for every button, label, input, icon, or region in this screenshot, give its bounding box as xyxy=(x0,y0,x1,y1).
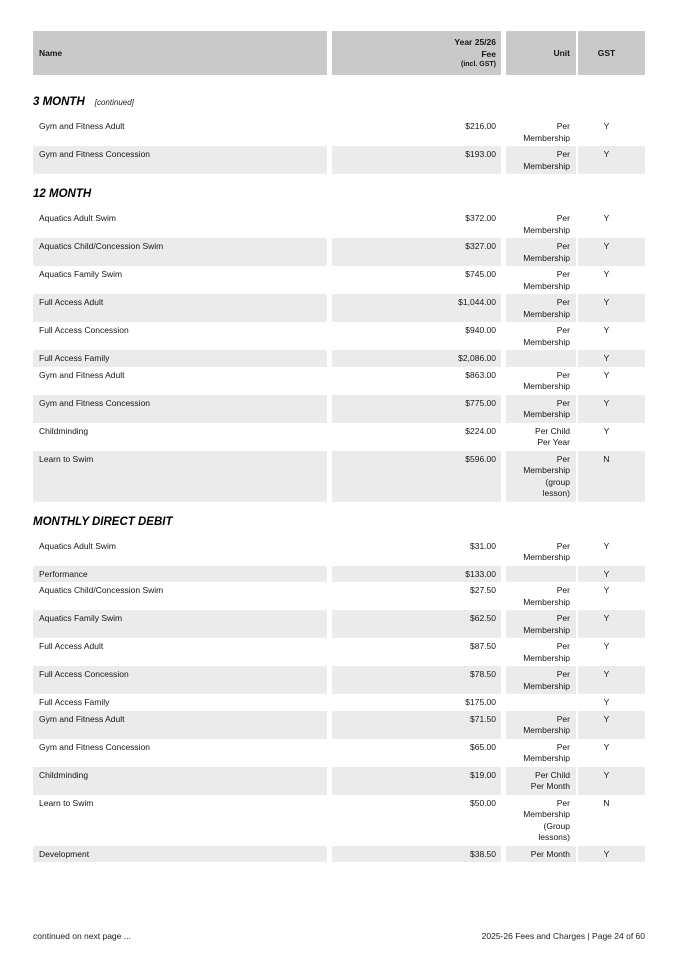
table-row xyxy=(33,395,645,423)
row-fee-cell: $133.00 xyxy=(332,566,501,583)
unit-line: Per xyxy=(556,297,570,307)
unit-line: Per xyxy=(556,613,570,623)
row-unit-cell xyxy=(506,694,576,711)
table-row xyxy=(33,566,645,583)
unit-line: Per Year xyxy=(537,437,570,447)
fee-sections-container xyxy=(33,96,645,862)
row-gst-cell: Y xyxy=(578,610,645,638)
unit-line: Membership xyxy=(523,280,570,291)
row-name-cell: Learn to Swim xyxy=(39,797,94,808)
row-fee-cell: $224.00 xyxy=(465,425,496,436)
row-gst-cell: N xyxy=(578,451,645,502)
row-unit-cell xyxy=(506,451,576,502)
unit-line: Per xyxy=(556,540,570,551)
row-unit-cell xyxy=(506,538,576,566)
section-title xyxy=(33,516,645,529)
row-unit-cell xyxy=(506,795,576,846)
unit-line: Membership xyxy=(523,680,570,691)
fee-header-line-3: (incl. GST) xyxy=(461,61,496,68)
table-row xyxy=(33,610,645,638)
unit-line: Per xyxy=(556,453,570,464)
table-row xyxy=(33,451,645,502)
unit-line: Membership xyxy=(523,336,570,347)
column-header-fee xyxy=(332,31,501,75)
unit-line: Membership xyxy=(523,596,570,607)
unit-line: lessons) xyxy=(538,832,570,842)
row-fee-cell: $775.00 xyxy=(332,395,501,423)
row-fee-cell: $27.50 xyxy=(470,585,496,595)
row-name-cell: Aquatics Adult Swim xyxy=(39,540,117,551)
table-row xyxy=(33,582,645,610)
footer-page-number: 2025-26 Fees and Charges | Page 24 of 60 xyxy=(481,931,645,941)
section-title-text: 3 MONTH xyxy=(33,96,85,108)
unit-line: Membership xyxy=(523,252,570,263)
table-row xyxy=(33,238,645,266)
row-fee-cell: $863.00 xyxy=(465,369,496,380)
row-unit-cell xyxy=(506,846,576,863)
row-name-cell: Full Access Adult xyxy=(39,641,104,651)
row-fee-cell: $19.00 xyxy=(332,767,501,795)
unit-line: Per xyxy=(556,325,570,335)
table-row xyxy=(33,210,645,238)
table-row xyxy=(33,294,645,322)
row-name-cell: Gym and Fitness Concession xyxy=(33,146,327,174)
row-name-cell: Gym and Fitness Concession xyxy=(33,395,327,423)
row-unit-cell xyxy=(506,210,576,238)
row-fee-cell: $87.50 xyxy=(470,641,496,651)
row-gst-cell: Y xyxy=(603,121,610,131)
row-gst-cell: Y xyxy=(603,741,610,752)
row-gst-cell: Y xyxy=(603,369,610,380)
fee-section xyxy=(33,96,645,174)
row-gst-cell: Y xyxy=(578,146,645,174)
row-gst-cell: Y xyxy=(603,213,610,223)
row-gst-cell: Y xyxy=(578,350,645,367)
unit-line: Per xyxy=(556,585,570,595)
table-row xyxy=(33,423,645,451)
row-fee-cell: $50.00 xyxy=(470,797,496,808)
page-footer xyxy=(33,930,645,942)
row-unit-cell xyxy=(506,322,576,350)
row-unit-cell xyxy=(506,638,576,666)
fee-section xyxy=(33,516,645,863)
row-name-cell: Learn to Swim xyxy=(33,451,327,502)
row-gst-cell: Y xyxy=(603,540,610,551)
row-unit-cell xyxy=(506,367,576,395)
column-header-name xyxy=(33,31,327,75)
row-gst-cell: Y xyxy=(578,666,645,694)
unit-line: Membership xyxy=(523,308,570,319)
row-fee-cell: $940.00 xyxy=(465,325,496,335)
table-row xyxy=(33,350,645,367)
row-name-cell: Full Access Concession xyxy=(39,325,129,335)
row-fee-cell: $78.50 xyxy=(332,666,501,694)
column-header-unit-label: Unit xyxy=(553,47,570,58)
row-name-cell: Development xyxy=(33,846,327,863)
unit-line: lesson) xyxy=(542,488,570,498)
row-fee-cell: $175.00 xyxy=(465,697,496,707)
row-unit-cell xyxy=(506,582,576,610)
row-name-cell: Childminding xyxy=(33,767,327,795)
table-row xyxy=(33,538,645,566)
column-header-name-label: Name xyxy=(39,47,63,58)
table-row xyxy=(33,711,645,739)
row-unit-cell xyxy=(506,610,576,638)
unit-line: Per Child xyxy=(535,425,570,436)
section-rows xyxy=(33,118,645,174)
row-name-cell: Aquatics Child/Concession Swim xyxy=(33,238,327,266)
row-unit-cell xyxy=(506,423,576,451)
row-name-cell: Aquatics Family Swim xyxy=(33,610,327,638)
row-unit-cell xyxy=(506,739,576,767)
row-fee-cell: $31.00 xyxy=(470,540,496,551)
table-row xyxy=(33,666,645,694)
unit-line: Membership xyxy=(523,381,570,391)
row-name-cell: Gym and Fitness Adult xyxy=(39,369,125,380)
row-unit-cell xyxy=(506,266,576,294)
row-fee-cell: $71.50 xyxy=(332,711,501,739)
row-name-cell: Aquatics Family Swim xyxy=(39,269,123,279)
row-name-cell: Performance xyxy=(33,566,327,583)
fee-header-line-1: Year 25/26 xyxy=(454,37,496,47)
unit-line: Per xyxy=(556,741,570,752)
row-fee-cell: $372.00 xyxy=(465,213,496,223)
row-fee-cell: $1,044.00 xyxy=(332,294,501,322)
row-unit-cell xyxy=(506,666,576,694)
row-gst-cell: Y xyxy=(603,697,610,707)
unit-line: Per xyxy=(556,797,570,808)
column-header-gst-label: GST xyxy=(597,47,616,58)
row-gst-cell: Y xyxy=(578,767,645,795)
row-unit-cell xyxy=(506,767,576,795)
row-fee-cell: $596.00 xyxy=(332,451,501,502)
unit-line: Per xyxy=(556,641,570,651)
row-unit-cell xyxy=(506,118,576,146)
row-name-cell: Full Access Family xyxy=(33,350,327,367)
table-row xyxy=(33,638,645,666)
row-fee-cell: $193.00 xyxy=(332,146,501,174)
unit-line: Per xyxy=(556,713,570,724)
unit-line: Membership xyxy=(523,809,570,819)
table-row xyxy=(33,846,645,863)
row-name-cell: Gym and Fitness Adult xyxy=(33,711,327,739)
unit-line: Membership xyxy=(523,224,570,235)
fee-section xyxy=(33,188,645,502)
table-row xyxy=(33,795,645,846)
column-header-unit xyxy=(506,31,576,75)
row-gst-cell: Y xyxy=(578,238,645,266)
row-name-cell: Gym and Fitness Adult xyxy=(39,121,125,131)
unit-line: Per xyxy=(556,121,570,131)
unit-line: Per Month xyxy=(530,781,570,791)
row-name-cell: Aquatics Adult Swim xyxy=(39,213,117,223)
row-gst-cell: Y xyxy=(578,846,645,863)
table-row xyxy=(33,322,645,350)
row-gst-cell: Y xyxy=(578,566,645,583)
unit-line: Per xyxy=(556,269,570,279)
row-gst-cell: Y xyxy=(578,711,645,739)
table-row xyxy=(33,146,645,174)
section-rows xyxy=(33,538,645,863)
unit-line: Per xyxy=(556,369,570,380)
section-title xyxy=(33,96,645,109)
column-header-gst xyxy=(578,31,645,75)
unit-line: Membership xyxy=(523,465,570,475)
table-row xyxy=(33,767,645,795)
unit-line: Per Child xyxy=(535,769,570,780)
table-row xyxy=(33,367,645,395)
unit-line: Membership xyxy=(523,409,570,419)
row-gst-cell: Y xyxy=(603,425,610,436)
table-row xyxy=(33,694,645,711)
row-gst-cell: Y xyxy=(578,294,645,322)
unit-line: Per xyxy=(556,149,570,159)
row-gst-cell: Y xyxy=(603,585,610,595)
row-name-cell: Aquatics Child/Concession Swim xyxy=(39,585,164,595)
unit-line: Membership xyxy=(523,725,570,735)
row-gst-cell: N xyxy=(603,797,610,808)
row-fee-cell: $38.50 xyxy=(332,846,501,863)
row-fee-cell: $216.00 xyxy=(465,121,496,131)
row-gst-cell: Y xyxy=(603,269,610,279)
row-fee-cell: $65.00 xyxy=(470,741,496,752)
unit-line: Membership xyxy=(523,160,570,171)
section-title-suffix: [continued] xyxy=(94,98,134,107)
footer-continued-note: continued on next page ... xyxy=(33,931,131,941)
row-fee-cell: $62.50 xyxy=(332,610,501,638)
unit-line: Per xyxy=(556,397,570,408)
unit-line: Per xyxy=(556,213,570,223)
section-title-text: 12 MONTH xyxy=(33,188,92,200)
section-rows xyxy=(33,210,645,502)
unit-line: Membership xyxy=(523,624,570,635)
unit-line: Per xyxy=(556,669,570,679)
row-fee-cell: $2,086.00 xyxy=(332,350,501,367)
row-unit-cell xyxy=(506,711,576,739)
row-fee-cell: $327.00 xyxy=(332,238,501,266)
unit-line: Membership xyxy=(523,132,570,143)
unit-line: Membership xyxy=(523,753,570,763)
row-gst-cell: Y xyxy=(603,641,610,651)
table-row xyxy=(33,118,645,146)
row-gst-cell: Y xyxy=(603,325,610,335)
row-unit-cell xyxy=(506,350,576,367)
section-title-text: MONTHLY DIRECT DEBIT xyxy=(33,515,173,528)
section-title xyxy=(33,188,645,201)
table-row xyxy=(33,739,645,767)
fee-header-line-2: Fee xyxy=(481,48,496,59)
row-gst-cell: Y xyxy=(578,395,645,423)
row-name-cell: Gym and Fitness Concession xyxy=(39,741,151,752)
table-header-row xyxy=(33,31,645,75)
row-name-cell: Full Access Adult xyxy=(33,294,327,322)
row-name-cell: Full Access Concession xyxy=(33,666,327,694)
row-unit-cell xyxy=(506,395,576,423)
row-unit-cell xyxy=(506,238,576,266)
row-name-cell: Full Access Family xyxy=(39,697,110,707)
unit-line: (group xyxy=(545,476,570,487)
unit-line: Membership xyxy=(523,552,570,562)
row-unit-cell xyxy=(506,146,576,174)
unit-line: Per Month xyxy=(530,848,570,859)
row-unit-cell xyxy=(506,294,576,322)
row-unit-cell xyxy=(506,566,576,583)
unit-line: Per xyxy=(556,241,570,251)
table-row xyxy=(33,266,645,294)
unit-line: Membership xyxy=(523,652,570,663)
row-fee-cell: $745.00 xyxy=(465,269,496,279)
row-name-cell: Childminding xyxy=(39,425,89,436)
unit-line: (Group xyxy=(543,820,570,831)
